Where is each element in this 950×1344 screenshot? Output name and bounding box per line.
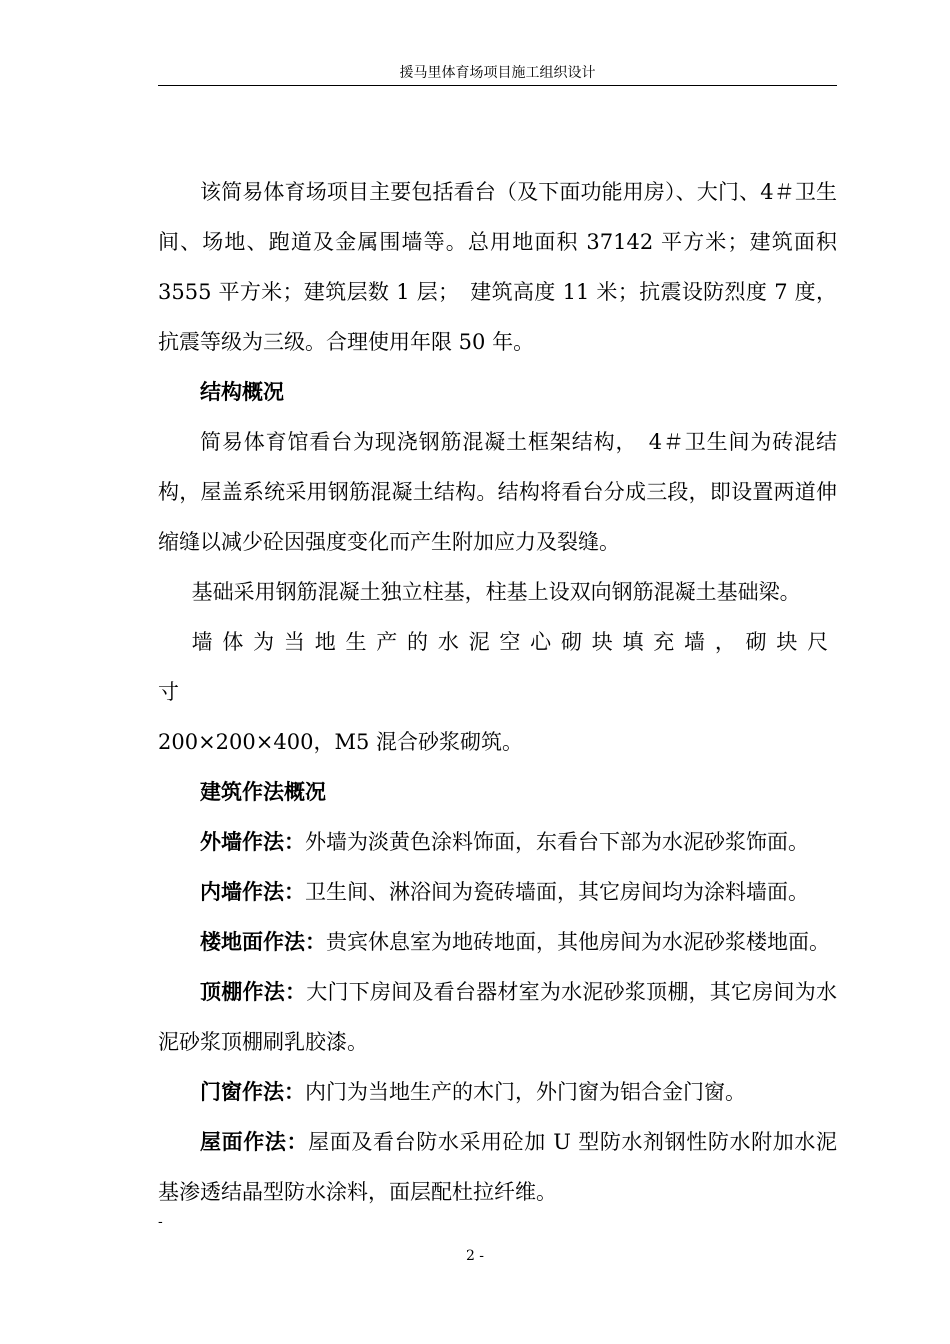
structure-heading: 结构概况 [200,380,284,404]
footer-dash: - [158,1214,163,1230]
wall-paragraph-line1: 墙体为当地生产的水泥空心砌块填充墙，砌块尺寸 [158,630,837,704]
method-label: 内墙作法： [200,880,305,904]
method-text: 屋面及看台防水采用砼加 U 型防水剂钢性防水附加水泥基渗透结晶型防水涂料，面层配杜拉纤维。 [158,1130,838,1204]
method-label: 顶棚作法： [200,980,307,1004]
wall-paragraph-line2: 200×200×400，M5 混合砂浆砌筑。 [158,730,523,754]
method-text: 内门为当地生产的木门，外门窗为铝合金门窗。 [305,1080,746,1104]
method-floor [158,917,837,967]
structure-paragraph: 简易体育馆看台为现浇钢筋混凝土框架结构， 4＃卫生间为砖混结构，屋盖系统采用钢筋混凝土结构。结构将看台分成三段，即设置两道伸缩缝以减少砼因强度变化而产生附加应力及裂缝。 [158,430,837,554]
method-label: 楼地面作法： [200,930,326,954]
foundation-paragraph: 基础采用钢筋混凝土独立柱基，柱基上设双向钢筋混凝土基础梁。 [191,580,801,604]
header-rule [158,85,837,86]
method-doors-windows [158,1067,837,1117]
method-exterior-wall [158,817,837,867]
method-label: 外墙作法： [200,830,305,854]
method-text: 贵宾休息室为地砖地面，其他房间为水泥砂浆楼地面。 [326,930,830,954]
document-body [158,167,837,1217]
method-interior-wall [158,867,837,917]
method-label: 屋面作法： [200,1130,309,1154]
project-overview-paragraph: 该简易体育场项目主要包括看台（及下面功能用房）、大门、4＃卫生间、场地、跑道及金属围墙等。总用地面积 37142 平方米；建筑面积 3555 平方米；建筑层数 1 层； 建筑高度 11 米；抗震设防烈度 7 度，抗震等级为三级。合理使用年限 50 年。 [158,180,837,354]
method-label: 门窗作法： [200,1080,305,1104]
method-text: 卫生间、淋浴间为瓷砖墙面，其它房间均为涂料墙面。 [305,880,809,904]
running-header: 援马里体育场项目施工组织设计 [399,65,596,81]
page-number: 2 - [465,1248,485,1264]
method-ceiling [158,967,837,1067]
method-text: 外墙为淡黄色涂料饰面，东看台下部为水泥砂浆饰面。 [305,830,809,854]
architecture-heading: 建筑作法概况 [200,780,326,804]
method-roof [158,1117,837,1217]
method-text: 大门下房间及看台器材室为水泥砂浆顶棚，其它房间为水泥砂浆顶棚刷乳胶漆。 [158,980,838,1054]
